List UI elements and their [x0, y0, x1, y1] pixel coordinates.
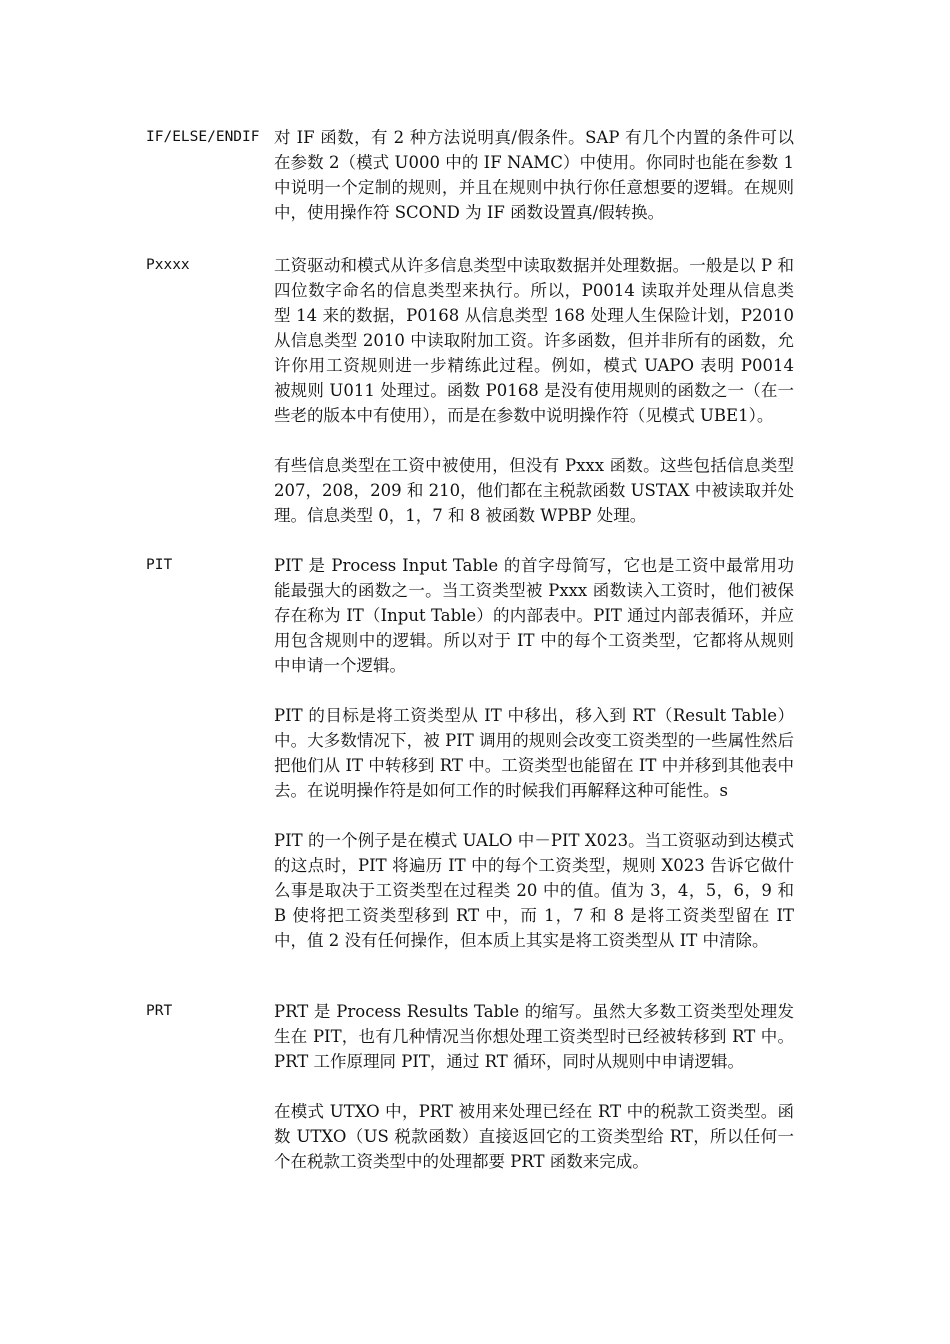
term-label: PIT	[146, 557, 173, 573]
term-label: IF/ELSE/ENDIF	[146, 129, 260, 145]
term-description	[274, 553, 794, 953]
paragraph: 在模式 UTXO 中，PRT 被用来处理已经在 RT 中的税款工资类型。函数 UTXO（US 税款函数）直接返回它的工资类型给 RT，所以任何一个在税款工资类型中的处理都要 PRT 函数来完成。	[274, 1102, 794, 1171]
term-label: Pxxxx	[146, 257, 190, 273]
paragraph: 对 IF 函数，有 2 种方法说明真/假条件。SAP 有几个内置的条件可以在参数 2（模式 U000 中的 IF NAMC）中使用。你同时也能在参数 1 中说明一个定制的规则，并且在规则中执行你任意想要的逻辑。在规则中，使用操作符 SCOND 为 IF 函数设置真/假转换。	[274, 128, 794, 222]
term-description	[274, 125, 794, 225]
paragraph: 有些信息类型在工资中被使用，但没有 Pxxx 函数。这些包括信息类型 207，208，209 和 210，他们都在主税款函数 USTAX 中被读取并处理。信息类型 0，1，7 和 8 被函数 WPBP 处理。	[274, 456, 794, 525]
term-label: PRT	[146, 1003, 173, 1019]
paragraph: PIT 的目标是将工资类型从 IT 中移出，移入到 RT（Result Table）中。大多数情况下，被 PIT 调用的规则会改变工资类型的一些属性然后把他们从 IT 中转移到 RT 中。工资类型也能留在 IT 中并移到其他表中去。在说明操作符是如何工作的时候我们再解释这种可能性。s	[274, 706, 794, 800]
paragraph: PIT 是 Process Input Table 的首字母简写，它也是工资中最常用功能最强大的函数之一。当工资类型被 Pxxx 函数读入工资时，他们被保存在称为 IT（Input Table）的内部表中。PIT 通过内部表循环，并应用包含规则中的逻辑。所以对于 IT 中的每个工资类型，它都将从规则中申请一个逻辑。	[274, 556, 794, 675]
paragraph: PRT 是 Process Results Table 的缩写。虽然大多数工资类型处理发生在 PIT，也有几种情况当你想处理工资类型时已经被转移到 RT 中。PRT 工作原理同 PIT，通过 RT 循环，同时从规则中申请逻辑。	[274, 1002, 794, 1071]
term-description	[274, 253, 794, 528]
term-description	[274, 999, 794, 1174]
paragraph: PIT 的一个例子是在模式 UALO 中－PIT X023。当工资驱动到达模式的这点时，PIT 将遍历 IT 中的每个工资类型，规则 X023 告诉它做什么事是取决于工资类型在过程类 20 中的值。值为 3，4，5，6，9 和 B 使将把工资类型移到 RT 中，而 1，7 和 8 是将工资类型留在 IT 中，值 2 没有任何操作，但本质上其实是将工资类型从 IT 中清除。	[274, 831, 794, 950]
paragraph: 工资驱动和模式从许多信息类型中读取数据并处理数据。一般是以 P 和四位数字命名的信息类型来执行。所以，P0014 读取并处理从信息类型 14 来的数据，P0168 从信息类型 168 处理人生保险计划，P2010 从信息类型 2010 中读取附加工资。许多函数，但并非所有的函数，允许你用工资规则进一步精练此过程。例如，模式 UAPO 表明 P0014 被规则 U011 处理过。函数 P0168 是没有使用规则的函数之一（在一些老的版本中有使用），而是在参数中说明操作符（见模式 UBE1）。	[274, 256, 794, 425]
